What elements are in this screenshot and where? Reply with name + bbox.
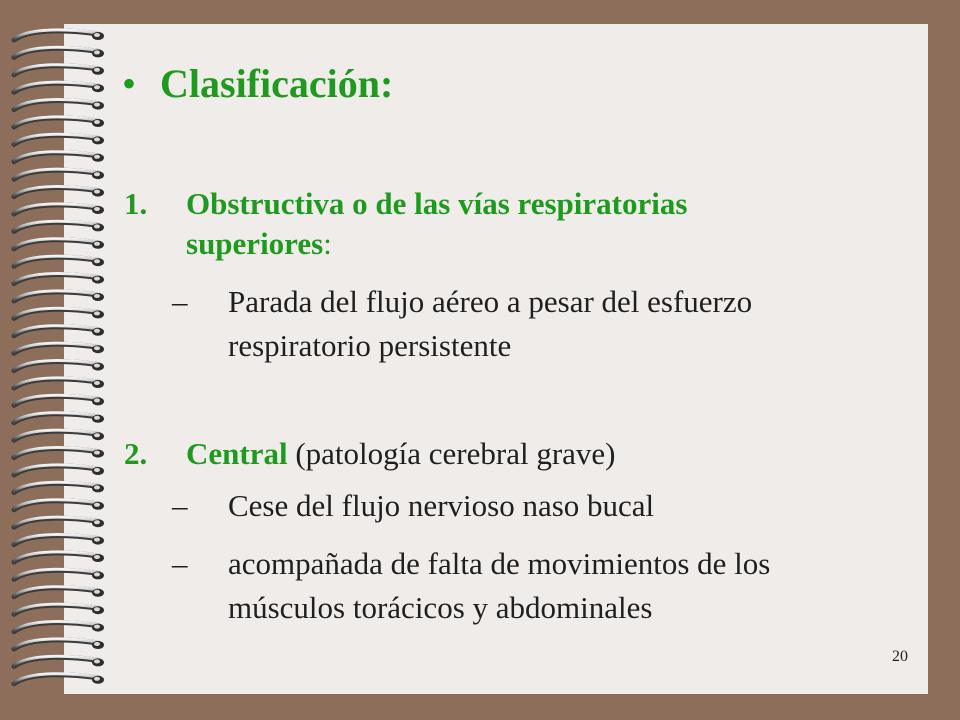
spiral-coil (14, 82, 104, 92)
spiral-coil (14, 100, 104, 110)
spiral-coil (14, 535, 104, 545)
subitem-2-2-line2: músculos torácicos y abdominales (228, 590, 653, 625)
subitem-1-1-dash: – (172, 284, 188, 319)
spiral-coil (14, 308, 104, 318)
spiral-coil (14, 117, 104, 127)
spiral-coil (14, 204, 104, 214)
item-2-heading-rest: (patología cerebral grave) (287, 436, 616, 471)
spiral-coil (14, 378, 104, 388)
spiral-coil (14, 517, 104, 527)
spiral-coil (14, 221, 104, 231)
slide-title: Clasificación: (160, 61, 394, 106)
subitem-2-1-line1: Cese del flujo nervioso naso bucal (228, 488, 655, 523)
item-1-heading-line2 (186, 226, 332, 262)
spiral-coil (14, 622, 104, 632)
item-2-number: 2. (124, 436, 148, 471)
spiral-coil (14, 187, 104, 197)
spiral-coil (14, 361, 104, 371)
spiral-coil (14, 291, 104, 301)
subitem-2-2-dash: – (172, 546, 188, 581)
spiral-coil (14, 47, 104, 57)
spiral-coil (14, 395, 104, 405)
spiral-coil (14, 656, 104, 666)
spiral-coil (14, 500, 104, 510)
spiral-coil (14, 482, 104, 492)
item-2-heading (186, 436, 616, 472)
spiral-coil (14, 152, 104, 162)
spiral-coil (14, 465, 104, 475)
spiral-binding (0, 0, 120, 720)
spiral-coil (14, 430, 104, 440)
item-2-heading-bold: Central (186, 436, 288, 471)
spiral-coil (14, 169, 104, 179)
item-1-heading-bold: superiores (186, 226, 324, 261)
spiral-coil (14, 552, 104, 562)
spiral-coil (14, 256, 104, 266)
item-1-number: 1. (124, 186, 148, 221)
spiral-coil (14, 343, 104, 353)
spiral-coil (14, 65, 104, 75)
item-1-heading-colon: : (323, 226, 332, 261)
subitem-1-1-line1: Parada del flujo aéreo a pesar del esfuerzo (228, 284, 753, 319)
spiral-coil (14, 413, 104, 423)
spiral-coil (14, 30, 104, 40)
spiral-coil (14, 604, 104, 614)
spiral-coil (14, 448, 104, 458)
title-bullet: • (122, 61, 137, 106)
spiral-coil (14, 587, 104, 597)
subitem-2-2-line1: acompañada de falta de movimientos de los (228, 546, 771, 581)
subitem-1-1-line2: respiratorio persistente (228, 328, 512, 363)
spiral-coil (14, 239, 104, 249)
spiral-coil (14, 674, 104, 684)
spiral-coil (14, 134, 104, 144)
item-1-heading-line1: Obstructiva o de las vías respiratorias (186, 186, 688, 221)
spiral-coil (14, 569, 104, 579)
page-number: 20 (892, 648, 908, 665)
subitem-2-1-dash: – (172, 488, 188, 523)
spiral-coil (14, 326, 104, 336)
spiral-coil (14, 639, 104, 649)
spiral-coil (14, 274, 104, 284)
